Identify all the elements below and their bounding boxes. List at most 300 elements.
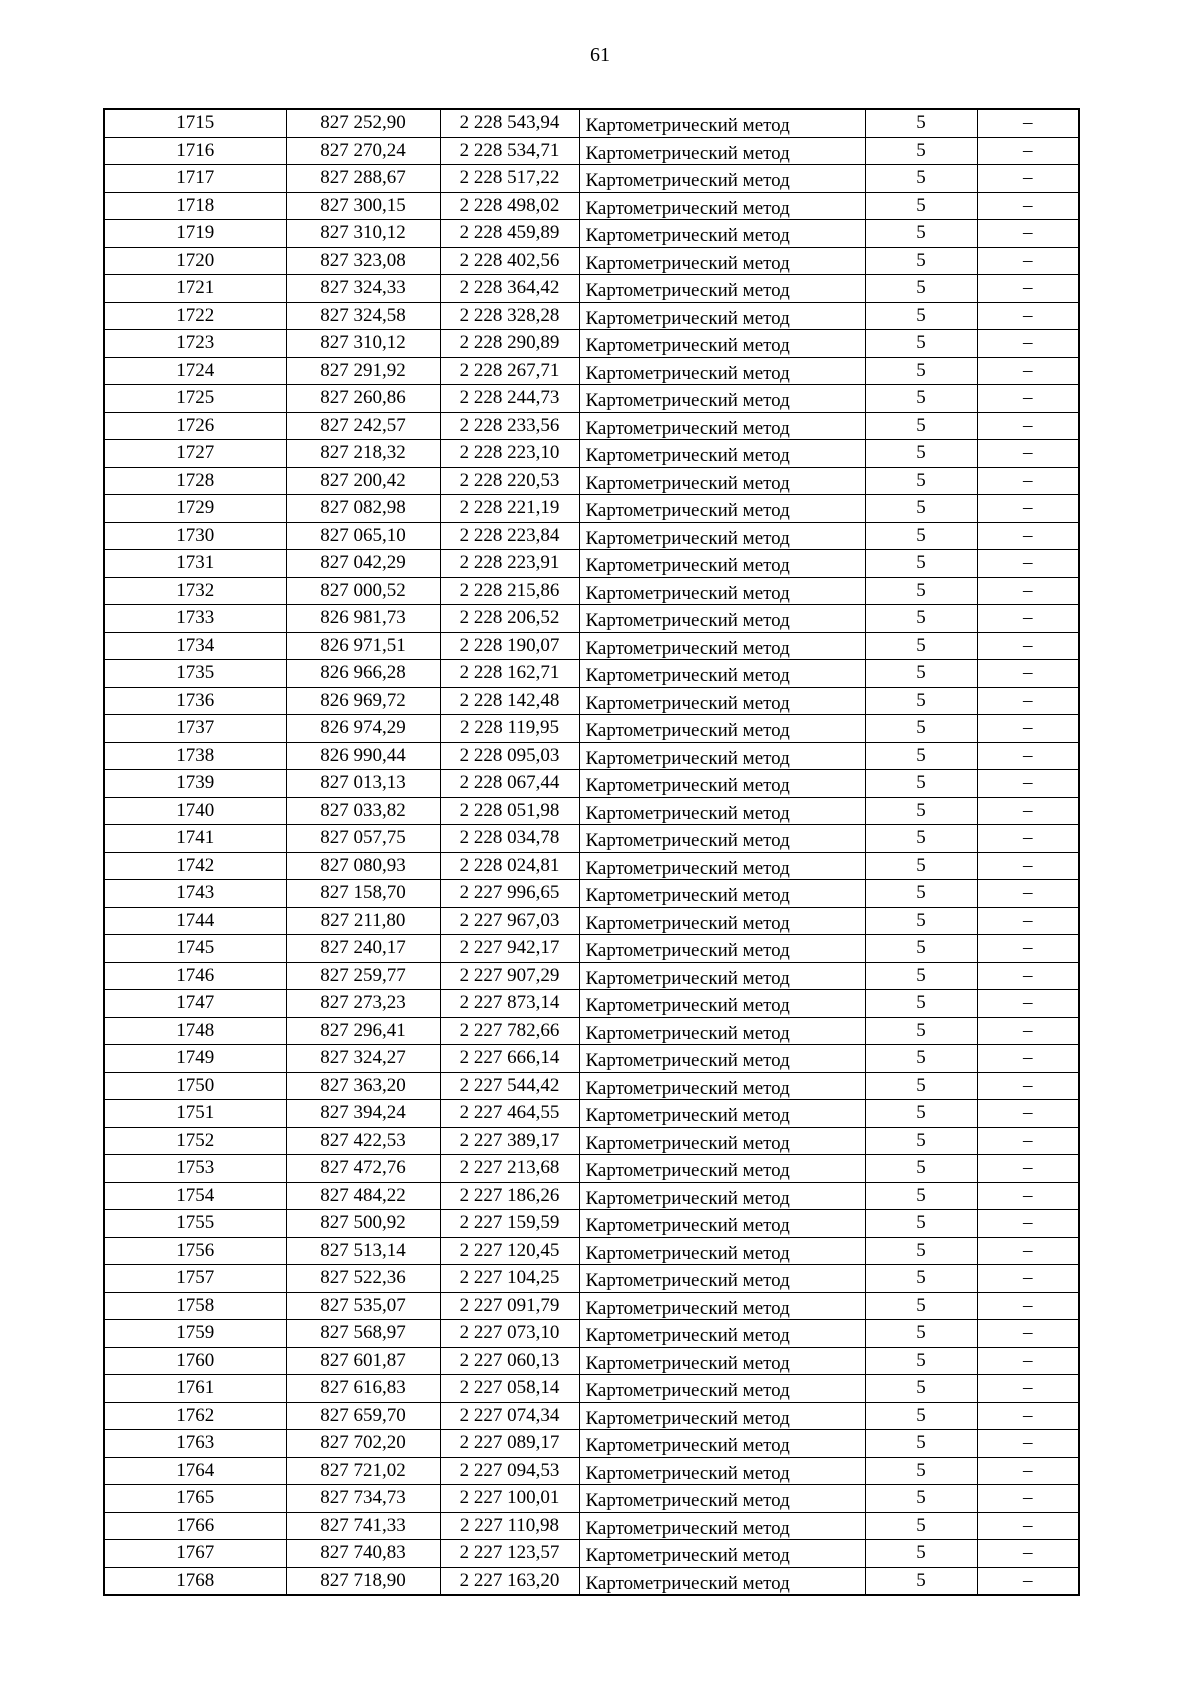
note-cell: – bbox=[977, 1347, 1079, 1375]
table-row bbox=[104, 440, 1079, 468]
method-cell: Картометрический метод bbox=[579, 800, 865, 828]
x-coordinate-cell: 827 300,15 bbox=[286, 192, 440, 220]
y-coordinate-cell: 2 228 119,95 bbox=[440, 715, 579, 743]
method-cell: Картометрический метод bbox=[579, 965, 865, 993]
point-number-cell: 1726 bbox=[104, 412, 286, 440]
method-cell: Картометрический метод bbox=[579, 1185, 865, 1213]
accuracy-cell: 5 bbox=[865, 605, 977, 633]
note-cell: – bbox=[977, 605, 1079, 633]
note-cell: – bbox=[977, 1540, 1079, 1568]
table-row bbox=[104, 1182, 1079, 1210]
y-coordinate-cell: 2 228 221,19 bbox=[440, 495, 579, 523]
accuracy-cell: 5 bbox=[865, 275, 977, 303]
table-row bbox=[104, 1375, 1079, 1403]
table-row bbox=[104, 825, 1079, 853]
accuracy-cell: 5 bbox=[865, 825, 977, 853]
y-coordinate-cell: 2 227 163,20 bbox=[440, 1567, 579, 1595]
accuracy-cell: 5 bbox=[865, 880, 977, 908]
accuracy-cell: 5 bbox=[865, 1512, 977, 1540]
note-cell: – bbox=[977, 1320, 1079, 1348]
x-coordinate-cell: 827 310,12 bbox=[286, 220, 440, 248]
method-cell: Картометрический метод bbox=[579, 1488, 865, 1516]
note-cell: – bbox=[977, 1265, 1079, 1293]
note-cell: – bbox=[977, 1072, 1079, 1100]
accuracy-cell: 5 bbox=[865, 1127, 977, 1155]
method-cell: Картометрический метод bbox=[579, 1020, 865, 1048]
accuracy-cell: 5 bbox=[865, 742, 977, 770]
x-coordinate-cell: 827 065,10 bbox=[286, 522, 440, 550]
note-cell: – bbox=[977, 467, 1079, 495]
method-cell: Картометрический метод bbox=[579, 305, 865, 333]
accuracy-cell: 5 bbox=[865, 1430, 977, 1458]
method-cell: Картометрический метод bbox=[579, 1350, 865, 1378]
method-cell: Картометрический метод bbox=[579, 195, 865, 223]
point-number-cell: 1750 bbox=[104, 1072, 286, 1100]
y-coordinate-cell: 2 228 223,10 bbox=[440, 440, 579, 468]
table-row bbox=[104, 412, 1079, 440]
x-coordinate-cell: 827 211,80 bbox=[286, 907, 440, 935]
y-coordinate-cell: 2 227 120,45 bbox=[440, 1237, 579, 1265]
note-cell: – bbox=[977, 165, 1079, 193]
note-cell: – bbox=[977, 1155, 1079, 1183]
method-cell: Картометрический метод bbox=[579, 278, 865, 306]
method-cell: Картометрический метод bbox=[579, 553, 865, 581]
table-row bbox=[104, 935, 1079, 963]
method-cell: Картометрический метод bbox=[579, 1433, 865, 1461]
x-coordinate-cell: 827 252,90 bbox=[286, 109, 440, 137]
x-coordinate-cell: 827 721,02 bbox=[286, 1457, 440, 1485]
x-coordinate-cell: 826 981,73 bbox=[286, 605, 440, 633]
table-row bbox=[104, 1045, 1079, 1073]
x-coordinate-cell: 827 242,57 bbox=[286, 412, 440, 440]
method-cell: Картометрический метод bbox=[579, 443, 865, 471]
accuracy-cell: 5 bbox=[865, 357, 977, 385]
x-coordinate-cell: 827 158,70 bbox=[286, 880, 440, 908]
method-cell: Картометрический метод bbox=[579, 855, 865, 883]
accuracy-cell: 5 bbox=[865, 220, 977, 248]
accuracy-cell: 5 bbox=[865, 660, 977, 688]
y-coordinate-cell: 2 227 907,29 bbox=[440, 962, 579, 990]
method-cell: Картометрический метод bbox=[579, 360, 865, 388]
note-cell: – bbox=[977, 1375, 1079, 1403]
y-coordinate-cell: 2 228 267,71 bbox=[440, 357, 579, 385]
table-row bbox=[104, 990, 1079, 1018]
table-row bbox=[104, 1430, 1079, 1458]
y-coordinate-cell: 2 227 967,03 bbox=[440, 907, 579, 935]
x-coordinate-cell: 827 616,83 bbox=[286, 1375, 440, 1403]
y-coordinate-cell: 2 228 244,73 bbox=[440, 385, 579, 413]
accuracy-cell: 5 bbox=[865, 907, 977, 935]
y-coordinate-cell: 2 227 544,42 bbox=[440, 1072, 579, 1100]
method-cell: Картометрический метод bbox=[579, 250, 865, 278]
y-coordinate-cell: 2 227 060,13 bbox=[440, 1347, 579, 1375]
table-row bbox=[104, 1320, 1079, 1348]
y-coordinate-cell: 2 227 942,17 bbox=[440, 935, 579, 963]
table-row bbox=[104, 1347, 1079, 1375]
table-row bbox=[104, 577, 1079, 605]
point-number-cell: 1728 bbox=[104, 467, 286, 495]
note-cell: – bbox=[977, 302, 1079, 330]
table-row bbox=[104, 1485, 1079, 1513]
y-coordinate-cell: 2 227 100,01 bbox=[440, 1485, 579, 1513]
x-coordinate-cell: 827 310,12 bbox=[286, 330, 440, 358]
x-coordinate-cell: 827 270,24 bbox=[286, 137, 440, 165]
table-row bbox=[104, 1072, 1079, 1100]
point-number-cell: 1734 bbox=[104, 632, 286, 660]
point-number-cell: 1758 bbox=[104, 1292, 286, 1320]
note-cell: – bbox=[977, 192, 1079, 220]
x-coordinate-cell: 827 535,07 bbox=[286, 1292, 440, 1320]
point-number-cell: 1720 bbox=[104, 247, 286, 275]
x-coordinate-cell: 827 080,93 bbox=[286, 852, 440, 880]
y-coordinate-cell: 2 228 142,48 bbox=[440, 687, 579, 715]
table-row bbox=[104, 1265, 1079, 1293]
x-coordinate-cell: 827 718,90 bbox=[286, 1567, 440, 1595]
accuracy-cell: 5 bbox=[865, 330, 977, 358]
table-row bbox=[104, 687, 1079, 715]
point-number-cell: 1760 bbox=[104, 1347, 286, 1375]
table-row bbox=[104, 1127, 1079, 1155]
table-row bbox=[104, 632, 1079, 660]
note-cell: – bbox=[977, 1045, 1079, 1073]
point-number-cell: 1751 bbox=[104, 1100, 286, 1128]
x-coordinate-cell: 826 974,29 bbox=[286, 715, 440, 743]
note-cell: – bbox=[977, 1457, 1079, 1485]
y-coordinate-cell: 2 228 220,53 bbox=[440, 467, 579, 495]
method-cell: Картометрический метод bbox=[579, 1515, 865, 1543]
table-row bbox=[104, 467, 1079, 495]
x-coordinate-cell: 827 522,36 bbox=[286, 1265, 440, 1293]
x-coordinate-cell: 827 082,98 bbox=[286, 495, 440, 523]
point-number-cell: 1721 bbox=[104, 275, 286, 303]
table-row bbox=[104, 495, 1079, 523]
note-cell: – bbox=[977, 577, 1079, 605]
note-cell: – bbox=[977, 825, 1079, 853]
point-number-cell: 1744 bbox=[104, 907, 286, 935]
point-number-cell: 1765 bbox=[104, 1485, 286, 1513]
x-coordinate-cell: 827 288,67 bbox=[286, 165, 440, 193]
table-row bbox=[104, 1017, 1079, 1045]
x-coordinate-cell: 827 013,13 bbox=[286, 770, 440, 798]
y-coordinate-cell: 2 227 073,10 bbox=[440, 1320, 579, 1348]
x-coordinate-cell: 827 000,52 bbox=[286, 577, 440, 605]
table-row bbox=[104, 165, 1079, 193]
y-coordinate-cell: 2 228 215,86 bbox=[440, 577, 579, 605]
y-coordinate-cell: 2 228 364,42 bbox=[440, 275, 579, 303]
y-coordinate-cell: 2 227 074,34 bbox=[440, 1402, 579, 1430]
table-row bbox=[104, 247, 1079, 275]
accuracy-cell: 5 bbox=[865, 1457, 977, 1485]
accuracy-cell: 5 bbox=[865, 1320, 977, 1348]
note-cell: – bbox=[977, 770, 1079, 798]
y-coordinate-cell: 2 228 190,07 bbox=[440, 632, 579, 660]
x-coordinate-cell: 827 240,17 bbox=[286, 935, 440, 963]
accuracy-cell: 5 bbox=[865, 577, 977, 605]
note-cell: – bbox=[977, 1237, 1079, 1265]
y-coordinate-cell: 2 228 206,52 bbox=[440, 605, 579, 633]
x-coordinate-cell: 826 971,51 bbox=[286, 632, 440, 660]
point-number-cell: 1730 bbox=[104, 522, 286, 550]
note-cell: – bbox=[977, 660, 1079, 688]
table-row bbox=[104, 962, 1079, 990]
accuracy-cell: 5 bbox=[865, 109, 977, 137]
method-cell: Картометрический метод bbox=[579, 333, 865, 361]
accuracy-cell: 5 bbox=[865, 632, 977, 660]
page-number: 61 bbox=[590, 44, 610, 66]
y-coordinate-cell: 2 228 162,71 bbox=[440, 660, 579, 688]
note-cell: – bbox=[977, 385, 1079, 413]
x-coordinate-cell: 827 296,41 bbox=[286, 1017, 440, 1045]
method-cell: Картометрический метод bbox=[579, 525, 865, 553]
accuracy-cell: 5 bbox=[865, 550, 977, 578]
method-cell: Картометрический метод bbox=[579, 580, 865, 608]
table-row bbox=[104, 522, 1079, 550]
note-cell: – bbox=[977, 687, 1079, 715]
point-number-cell: 1762 bbox=[104, 1402, 286, 1430]
x-coordinate-cell: 827 394,24 bbox=[286, 1100, 440, 1128]
point-number-cell: 1747 bbox=[104, 990, 286, 1018]
x-coordinate-cell: 827 740,83 bbox=[286, 1540, 440, 1568]
point-number-cell: 1743 bbox=[104, 880, 286, 908]
x-coordinate-cell: 827 484,22 bbox=[286, 1182, 440, 1210]
point-number-cell: 1717 bbox=[104, 165, 286, 193]
x-coordinate-cell: 827 324,58 bbox=[286, 302, 440, 330]
method-cell: Картометрический метод bbox=[579, 168, 865, 196]
point-number-cell: 1740 bbox=[104, 797, 286, 825]
point-number-cell: 1759 bbox=[104, 1320, 286, 1348]
point-number-cell: 1722 bbox=[104, 302, 286, 330]
y-coordinate-cell: 2 228 034,78 bbox=[440, 825, 579, 853]
accuracy-cell: 5 bbox=[865, 192, 977, 220]
x-coordinate-cell: 827 260,86 bbox=[286, 385, 440, 413]
note-cell: – bbox=[977, 907, 1079, 935]
method-cell: Картометрический метод bbox=[579, 938, 865, 966]
x-coordinate-cell: 827 324,27 bbox=[286, 1045, 440, 1073]
method-cell: Картометрический метод bbox=[579, 1378, 865, 1406]
x-coordinate-cell: 827 057,75 bbox=[286, 825, 440, 853]
accuracy-cell: 5 bbox=[865, 1072, 977, 1100]
table-row bbox=[104, 1457, 1079, 1485]
method-cell: Картометрический метод bbox=[579, 1158, 865, 1186]
x-coordinate-cell: 827 422,53 bbox=[286, 1127, 440, 1155]
point-number-cell: 1736 bbox=[104, 687, 286, 715]
point-number-cell: 1719 bbox=[104, 220, 286, 248]
table-row bbox=[104, 1540, 1079, 1568]
accuracy-cell: 5 bbox=[865, 935, 977, 963]
coordinates-table-body bbox=[104, 109, 1079, 1595]
method-cell: Картометрический метод bbox=[579, 1570, 865, 1598]
point-number-cell: 1737 bbox=[104, 715, 286, 743]
point-number-cell: 1725 bbox=[104, 385, 286, 413]
table-row bbox=[104, 137, 1079, 165]
table-row bbox=[104, 1237, 1079, 1265]
y-coordinate-cell: 2 227 091,79 bbox=[440, 1292, 579, 1320]
accuracy-cell: 5 bbox=[865, 137, 977, 165]
y-coordinate-cell: 2 227 464,55 bbox=[440, 1100, 579, 1128]
note-cell: – bbox=[977, 109, 1079, 137]
x-coordinate-cell: 827 273,23 bbox=[286, 990, 440, 1018]
y-coordinate-cell: 2 227 186,26 bbox=[440, 1182, 579, 1210]
table-row bbox=[104, 550, 1079, 578]
accuracy-cell: 5 bbox=[865, 1265, 977, 1293]
x-coordinate-cell: 827 259,77 bbox=[286, 962, 440, 990]
point-number-cell: 1718 bbox=[104, 192, 286, 220]
y-coordinate-cell: 2 227 666,14 bbox=[440, 1045, 579, 1073]
method-cell: Картометрический метод bbox=[579, 828, 865, 856]
y-coordinate-cell: 2 227 389,17 bbox=[440, 1127, 579, 1155]
table-row bbox=[104, 192, 1079, 220]
point-number-cell: 1748 bbox=[104, 1017, 286, 1045]
accuracy-cell: 5 bbox=[865, 852, 977, 880]
note-cell: – bbox=[977, 935, 1079, 963]
point-number-cell: 1745 bbox=[104, 935, 286, 963]
method-cell: Картометрический метод bbox=[579, 1130, 865, 1158]
point-number-cell: 1724 bbox=[104, 357, 286, 385]
accuracy-cell: 5 bbox=[865, 797, 977, 825]
table-row bbox=[104, 715, 1079, 743]
table-row bbox=[104, 880, 1079, 908]
note-cell: – bbox=[977, 797, 1079, 825]
table-row bbox=[104, 1567, 1079, 1595]
x-coordinate-cell: 827 324,33 bbox=[286, 275, 440, 303]
y-coordinate-cell: 2 228 459,89 bbox=[440, 220, 579, 248]
accuracy-cell: 5 bbox=[865, 1402, 977, 1430]
point-number-cell: 1729 bbox=[104, 495, 286, 523]
note-cell: – bbox=[977, 1100, 1079, 1128]
point-number-cell: 1741 bbox=[104, 825, 286, 853]
note-cell: – bbox=[977, 137, 1079, 165]
note-cell: – bbox=[977, 1512, 1079, 1540]
accuracy-cell: 5 bbox=[865, 1210, 977, 1238]
y-coordinate-cell: 2 227 996,65 bbox=[440, 880, 579, 908]
note-cell: – bbox=[977, 330, 1079, 358]
table-row bbox=[104, 109, 1079, 137]
y-coordinate-cell: 2 227 094,53 bbox=[440, 1457, 579, 1485]
note-cell: – bbox=[977, 1485, 1079, 1513]
point-number-cell: 1749 bbox=[104, 1045, 286, 1073]
y-coordinate-cell: 2 228 067,44 bbox=[440, 770, 579, 798]
accuracy-cell: 5 bbox=[865, 1485, 977, 1513]
note-cell: – bbox=[977, 852, 1079, 880]
accuracy-cell: 5 bbox=[865, 1347, 977, 1375]
y-coordinate-cell: 2 227 213,68 bbox=[440, 1155, 579, 1183]
note-cell: – bbox=[977, 220, 1079, 248]
table-row bbox=[104, 1292, 1079, 1320]
table-row bbox=[104, 330, 1079, 358]
note-cell: – bbox=[977, 412, 1079, 440]
method-cell: Картометрический метод bbox=[579, 1268, 865, 1296]
accuracy-cell: 5 bbox=[865, 770, 977, 798]
point-number-cell: 1768 bbox=[104, 1567, 286, 1595]
method-cell: Картометрический метод bbox=[579, 773, 865, 801]
accuracy-cell: 5 bbox=[865, 412, 977, 440]
note-cell: – bbox=[977, 1292, 1079, 1320]
table-row bbox=[104, 907, 1079, 935]
note-cell: – bbox=[977, 1017, 1079, 1045]
x-coordinate-cell: 827 734,73 bbox=[286, 1485, 440, 1513]
method-cell: Картометрический метод bbox=[579, 1323, 865, 1351]
method-cell: Картометрический метод bbox=[579, 470, 865, 498]
point-number-cell: 1761 bbox=[104, 1375, 286, 1403]
accuracy-cell: 5 bbox=[865, 715, 977, 743]
note-cell: – bbox=[977, 990, 1079, 1018]
y-coordinate-cell: 2 228 534,71 bbox=[440, 137, 579, 165]
note-cell: – bbox=[977, 357, 1079, 385]
accuracy-cell: 5 bbox=[865, 1237, 977, 1265]
table-row bbox=[104, 742, 1079, 770]
note-cell: – bbox=[977, 275, 1079, 303]
note-cell: – bbox=[977, 962, 1079, 990]
x-coordinate-cell: 827 042,29 bbox=[286, 550, 440, 578]
x-coordinate-cell: 827 218,32 bbox=[286, 440, 440, 468]
accuracy-cell: 5 bbox=[865, 990, 977, 1018]
method-cell: Картометрический метод bbox=[579, 663, 865, 691]
x-coordinate-cell: 827 291,92 bbox=[286, 357, 440, 385]
point-number-cell: 1739 bbox=[104, 770, 286, 798]
point-number-cell: 1733 bbox=[104, 605, 286, 633]
x-coordinate-cell: 826 969,72 bbox=[286, 687, 440, 715]
note-cell: – bbox=[977, 1127, 1079, 1155]
y-coordinate-cell: 2 228 498,02 bbox=[440, 192, 579, 220]
accuracy-cell: 5 bbox=[865, 522, 977, 550]
table-row bbox=[104, 275, 1079, 303]
table-row bbox=[104, 1402, 1079, 1430]
x-coordinate-cell: 827 702,20 bbox=[286, 1430, 440, 1458]
x-coordinate-cell: 827 601,87 bbox=[286, 1347, 440, 1375]
note-cell: – bbox=[977, 550, 1079, 578]
x-coordinate-cell: 827 323,08 bbox=[286, 247, 440, 275]
table-row bbox=[104, 220, 1079, 248]
x-coordinate-cell: 827 568,97 bbox=[286, 1320, 440, 1348]
y-coordinate-cell: 2 228 517,22 bbox=[440, 165, 579, 193]
method-cell: Картометрический метод bbox=[579, 1213, 865, 1241]
x-coordinate-cell: 827 741,33 bbox=[286, 1512, 440, 1540]
coordinates-table bbox=[103, 108, 1080, 1596]
accuracy-cell: 5 bbox=[865, 1540, 977, 1568]
point-number-cell: 1753 bbox=[104, 1155, 286, 1183]
table-row bbox=[104, 852, 1079, 880]
method-cell: Картометрический метод bbox=[579, 1295, 865, 1323]
note-cell: – bbox=[977, 1402, 1079, 1430]
method-cell: Картометрический метод bbox=[579, 910, 865, 938]
y-coordinate-cell: 2 227 058,14 bbox=[440, 1375, 579, 1403]
point-number-cell: 1742 bbox=[104, 852, 286, 880]
accuracy-cell: 5 bbox=[865, 165, 977, 193]
accuracy-cell: 5 bbox=[865, 1182, 977, 1210]
x-coordinate-cell: 827 513,14 bbox=[286, 1237, 440, 1265]
method-cell: Картометрический метод bbox=[579, 388, 865, 416]
table-row bbox=[104, 770, 1079, 798]
note-cell: – bbox=[977, 1182, 1079, 1210]
method-cell: Картометрический метод bbox=[579, 1543, 865, 1571]
x-coordinate-cell: 827 033,82 bbox=[286, 797, 440, 825]
accuracy-cell: 5 bbox=[865, 1100, 977, 1128]
point-number-cell: 1766 bbox=[104, 1512, 286, 1540]
method-cell: Картометрический метод bbox=[579, 1460, 865, 1488]
y-coordinate-cell: 2 228 290,89 bbox=[440, 330, 579, 358]
accuracy-cell: 5 bbox=[865, 1567, 977, 1595]
method-cell: Картометрический метод bbox=[579, 745, 865, 773]
accuracy-cell: 5 bbox=[865, 1375, 977, 1403]
point-number-cell: 1716 bbox=[104, 137, 286, 165]
method-cell: Картометрический метод bbox=[579, 140, 865, 168]
y-coordinate-cell: 2 227 089,17 bbox=[440, 1430, 579, 1458]
method-cell: Картометрический метод bbox=[579, 993, 865, 1021]
method-cell: Картометрический метод bbox=[579, 1048, 865, 1076]
method-cell: Картометрический метод bbox=[579, 718, 865, 746]
y-coordinate-cell: 2 228 051,98 bbox=[440, 797, 579, 825]
note-cell: – bbox=[977, 495, 1079, 523]
